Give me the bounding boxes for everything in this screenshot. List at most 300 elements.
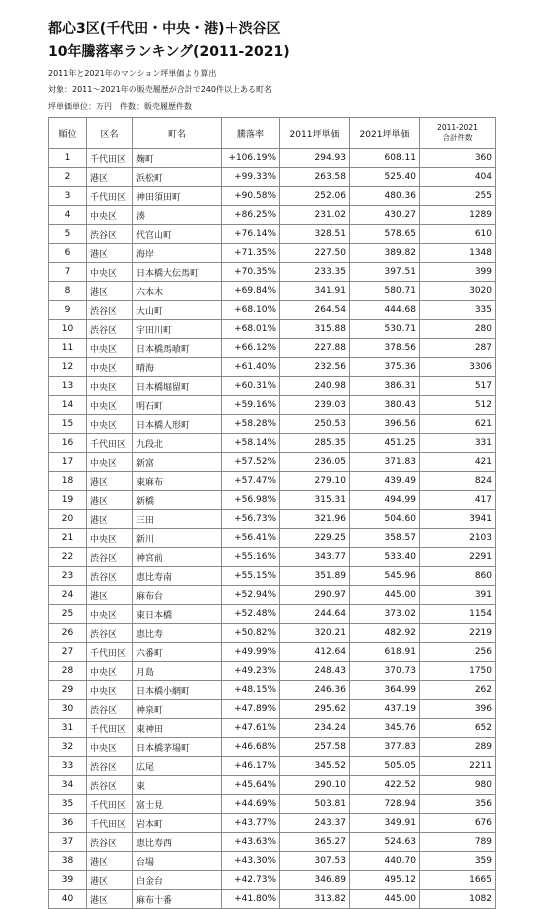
- rank-cell: 27: [49, 643, 87, 662]
- rank-cell: 7: [49, 263, 87, 282]
- rate-cell: +50.82%: [222, 624, 280, 643]
- price-2021-cell: 580.71: [350, 282, 420, 301]
- price-2021-cell: 533.40: [350, 548, 420, 567]
- rank-cell: 23: [49, 567, 87, 586]
- page-subtitle: 10年騰落率ランキング(2011-2021): [48, 44, 290, 60]
- ranking-table: [48, 117, 496, 909]
- ward-cell: 港区: [87, 472, 133, 491]
- town-cell: 麹町: [133, 149, 222, 168]
- count-cell: 2291: [420, 548, 496, 567]
- town-cell: 日本橋大伝馬町: [133, 263, 222, 282]
- price-2011-cell: 243.37: [280, 814, 350, 833]
- table-row: [49, 320, 496, 339]
- rank-cell: 19: [49, 491, 87, 510]
- count-cell: 287: [420, 339, 496, 358]
- rank-cell: 9: [49, 301, 87, 320]
- town-cell: 日本橋堀留町: [133, 377, 222, 396]
- table-row: [49, 263, 496, 282]
- price-2021-cell: 422.52: [350, 776, 420, 795]
- price-2011-cell: 290.97: [280, 586, 350, 605]
- header-count: [420, 118, 496, 149]
- price-2011-cell: 244.64: [280, 605, 350, 624]
- price-2011-cell: 290.10: [280, 776, 350, 795]
- town-cell: 神泉町: [133, 700, 222, 719]
- town-cell: 恵比寿南: [133, 567, 222, 586]
- table-row: [49, 890, 496, 909]
- count-cell: 391: [420, 586, 496, 605]
- town-cell: 恵比寿: [133, 624, 222, 643]
- rank-cell: 3: [49, 187, 87, 206]
- price-2021-cell: 364.99: [350, 681, 420, 700]
- town-cell: 六本木: [133, 282, 222, 301]
- table-row: [49, 795, 496, 814]
- table-row: [49, 643, 496, 662]
- price-2021-cell: 380.43: [350, 396, 420, 415]
- price-2011-cell: 229.25: [280, 529, 350, 548]
- rank-cell: 15: [49, 415, 87, 434]
- rank-cell: 2: [49, 168, 87, 187]
- count-cell: 676: [420, 814, 496, 833]
- price-2021-cell: 530.71: [350, 320, 420, 339]
- count-cell: 1750: [420, 662, 496, 681]
- header-price-2011: 2011坪単価: [280, 118, 350, 149]
- ward-cell: 港区: [87, 244, 133, 263]
- rank-cell: 6: [49, 244, 87, 263]
- table-row: [49, 529, 496, 548]
- ward-cell: 渋谷区: [87, 567, 133, 586]
- town-cell: 東日本橋: [133, 605, 222, 624]
- rank-cell: 14: [49, 396, 87, 415]
- rate-cell: +60.31%: [222, 377, 280, 396]
- table-row: [49, 776, 496, 795]
- rank-cell: 5: [49, 225, 87, 244]
- count-cell: 1348: [420, 244, 496, 263]
- price-2021-cell: 482.92: [350, 624, 420, 643]
- rank-cell: 33: [49, 757, 87, 776]
- table-row: [49, 700, 496, 719]
- price-2011-cell: 279.10: [280, 472, 350, 491]
- rate-cell: +59.16%: [222, 396, 280, 415]
- town-cell: 明石町: [133, 396, 222, 415]
- table-row: [49, 871, 496, 890]
- table-row: [49, 472, 496, 491]
- count-cell: 3020: [420, 282, 496, 301]
- town-cell: 東神田: [133, 719, 222, 738]
- table-row: [49, 662, 496, 681]
- rate-cell: +86.25%: [222, 206, 280, 225]
- town-cell: 日本橋茅場町: [133, 738, 222, 757]
- count-cell: 1289: [420, 206, 496, 225]
- price-2021-cell: 505.05: [350, 757, 420, 776]
- rate-cell: +47.89%: [222, 700, 280, 719]
- price-2011-cell: 285.35: [280, 434, 350, 453]
- ward-cell: 千代田区: [87, 814, 133, 833]
- count-cell: 824: [420, 472, 496, 491]
- price-2011-cell: 252.06: [280, 187, 350, 206]
- table-row: [49, 301, 496, 320]
- price-2021-cell: 444.68: [350, 301, 420, 320]
- price-2021-cell: 494.99: [350, 491, 420, 510]
- table-row: [49, 149, 496, 168]
- ward-cell: 渋谷区: [87, 833, 133, 852]
- header-rate: 騰落率: [222, 118, 280, 149]
- price-2011-cell: 239.03: [280, 396, 350, 415]
- table-row: [49, 681, 496, 700]
- price-2011-cell: 294.93: [280, 149, 350, 168]
- price-2011-cell: 365.27: [280, 833, 350, 852]
- header-town: 町名: [133, 118, 222, 149]
- ward-cell: 千代田区: [87, 643, 133, 662]
- town-cell: 日本橋馬喰町: [133, 339, 222, 358]
- town-cell: 新川: [133, 529, 222, 548]
- count-cell: 517: [420, 377, 496, 396]
- price-2021-cell: 389.82: [350, 244, 420, 263]
- town-cell: 三田: [133, 510, 222, 529]
- rate-cell: +56.73%: [222, 510, 280, 529]
- price-2021-cell: 439.49: [350, 472, 420, 491]
- price-2011-cell: 315.88: [280, 320, 350, 339]
- price-2021-cell: 480.36: [350, 187, 420, 206]
- ward-cell: 中央区: [87, 206, 133, 225]
- town-cell: 大山町: [133, 301, 222, 320]
- count-cell: 1082: [420, 890, 496, 909]
- rate-cell: +55.16%: [222, 548, 280, 567]
- calculation-note: 2011年と2021年のマンション坪単価より算出: [48, 69, 217, 78]
- rank-cell: 18: [49, 472, 87, 491]
- count-cell: 359: [420, 852, 496, 871]
- table-row: [49, 339, 496, 358]
- count-cell: 289: [420, 738, 496, 757]
- price-2011-cell: 234.24: [280, 719, 350, 738]
- price-2021-cell: 378.56: [350, 339, 420, 358]
- table-row: [49, 377, 496, 396]
- rank-cell: 39: [49, 871, 87, 890]
- rate-cell: +68.01%: [222, 320, 280, 339]
- ward-cell: 千代田区: [87, 719, 133, 738]
- table-row: [49, 225, 496, 244]
- town-cell: 台場: [133, 852, 222, 871]
- ward-cell: 港区: [87, 871, 133, 890]
- town-cell: 六番町: [133, 643, 222, 662]
- ward-cell: 渋谷区: [87, 301, 133, 320]
- table-row: [49, 567, 496, 586]
- town-cell: 白金台: [133, 871, 222, 890]
- town-cell: 九段北: [133, 434, 222, 453]
- rank-cell: 30: [49, 700, 87, 719]
- price-2011-cell: 227.88: [280, 339, 350, 358]
- rank-cell: 16: [49, 434, 87, 453]
- price-2011-cell: 345.52: [280, 757, 350, 776]
- price-2021-cell: 377.83: [350, 738, 420, 757]
- table-row: [49, 852, 496, 871]
- price-2011-cell: 315.31: [280, 491, 350, 510]
- price-2011-cell: 313.82: [280, 890, 350, 909]
- count-cell: 331: [420, 434, 496, 453]
- rank-cell: 34: [49, 776, 87, 795]
- ward-cell: 渋谷区: [87, 757, 133, 776]
- price-2021-cell: 524.63: [350, 833, 420, 852]
- town-cell: 恵比寿西: [133, 833, 222, 852]
- price-2011-cell: 240.98: [280, 377, 350, 396]
- count-cell: 360: [420, 149, 496, 168]
- price-2021-cell: 525.40: [350, 168, 420, 187]
- ward-cell: 港区: [87, 491, 133, 510]
- ward-cell: 千代田区: [87, 795, 133, 814]
- rank-cell: 32: [49, 738, 87, 757]
- table-row: [49, 738, 496, 757]
- rate-cell: +46.17%: [222, 757, 280, 776]
- ward-cell: 渋谷区: [87, 548, 133, 567]
- header-count-period: 2011-2021: [437, 123, 478, 132]
- town-cell: 湊: [133, 206, 222, 225]
- rate-cell: +66.12%: [222, 339, 280, 358]
- price-2011-cell: 236.05: [280, 453, 350, 472]
- town-cell: 新橋: [133, 491, 222, 510]
- town-cell: 神田須田町: [133, 187, 222, 206]
- price-2011-cell: 232.56: [280, 358, 350, 377]
- price-2011-cell: 412.64: [280, 643, 350, 662]
- table-row: [49, 605, 496, 624]
- count-cell: 1154: [420, 605, 496, 624]
- price-2021-cell: 440.70: [350, 852, 420, 871]
- town-cell: 代官山町: [133, 225, 222, 244]
- table-row: [49, 434, 496, 453]
- price-2021-cell: 375.36: [350, 358, 420, 377]
- price-2011-cell: 263.58: [280, 168, 350, 187]
- rate-cell: +56.41%: [222, 529, 280, 548]
- town-cell: 東: [133, 776, 222, 795]
- rate-cell: +49.99%: [222, 643, 280, 662]
- ward-cell: 中央区: [87, 339, 133, 358]
- ward-cell: 渋谷区: [87, 320, 133, 339]
- count-cell: 3941: [420, 510, 496, 529]
- ward-cell: 中央区: [87, 377, 133, 396]
- count-cell: 421: [420, 453, 496, 472]
- ward-cell: 中央区: [87, 662, 133, 681]
- count-cell: 3306: [420, 358, 496, 377]
- price-2011-cell: 250.53: [280, 415, 350, 434]
- table-row: [49, 358, 496, 377]
- count-cell: 860: [420, 567, 496, 586]
- table-header-row: [49, 118, 496, 149]
- count-cell: 2219: [420, 624, 496, 643]
- count-cell: 404: [420, 168, 496, 187]
- table-row: [49, 453, 496, 472]
- rate-cell: +52.48%: [222, 605, 280, 624]
- header-price-2021: 2021坪単価: [350, 118, 420, 149]
- price-2011-cell: 503.81: [280, 795, 350, 814]
- count-cell: 2211: [420, 757, 496, 776]
- ward-cell: 千代田区: [87, 187, 133, 206]
- rate-cell: +90.58%: [222, 187, 280, 206]
- rate-cell: +49.23%: [222, 662, 280, 681]
- rank-cell: 21: [49, 529, 87, 548]
- rate-cell: +76.14%: [222, 225, 280, 244]
- price-2011-cell: 264.54: [280, 301, 350, 320]
- ward-cell: 中央区: [87, 681, 133, 700]
- rate-cell: +61.40%: [222, 358, 280, 377]
- count-cell: 610: [420, 225, 496, 244]
- count-cell: 255: [420, 187, 496, 206]
- town-cell: 富士見: [133, 795, 222, 814]
- table-row: [49, 396, 496, 415]
- rank-cell: 38: [49, 852, 87, 871]
- table-row: [49, 282, 496, 301]
- count-cell: 396: [420, 700, 496, 719]
- price-2021-cell: 345.76: [350, 719, 420, 738]
- rate-cell: +106.19%: [222, 149, 280, 168]
- rank-cell: 10: [49, 320, 87, 339]
- rate-cell: +58.14%: [222, 434, 280, 453]
- table-body: [49, 149, 496, 909]
- price-2011-cell: 227.50: [280, 244, 350, 263]
- price-2011-cell: 321.96: [280, 510, 350, 529]
- rank-cell: 20: [49, 510, 87, 529]
- town-cell: 日本橋人形町: [133, 415, 222, 434]
- rank-cell: 1: [49, 149, 87, 168]
- town-cell: 広尾: [133, 757, 222, 776]
- town-cell: 海岸: [133, 244, 222, 263]
- town-cell: 神宮前: [133, 548, 222, 567]
- price-2021-cell: 396.56: [350, 415, 420, 434]
- rate-cell: +52.94%: [222, 586, 280, 605]
- count-cell: 335: [420, 301, 496, 320]
- ward-cell: 港区: [87, 282, 133, 301]
- rate-cell: +57.47%: [222, 472, 280, 491]
- count-cell: 2103: [420, 529, 496, 548]
- count-cell: 262: [420, 681, 496, 700]
- table-row: [49, 833, 496, 852]
- count-cell: 621: [420, 415, 496, 434]
- price-2011-cell: 351.89: [280, 567, 350, 586]
- count-cell: 280: [420, 320, 496, 339]
- price-2011-cell: 346.89: [280, 871, 350, 890]
- rate-cell: +42.73%: [222, 871, 280, 890]
- price-2021-cell: 386.31: [350, 377, 420, 396]
- rank-cell: 11: [49, 339, 87, 358]
- rank-cell: 28: [49, 662, 87, 681]
- rank-cell: 36: [49, 814, 87, 833]
- rate-cell: +69.84%: [222, 282, 280, 301]
- scope-note: 対象：2011～2021年の販売履歴が合計で240件以上ある町名: [48, 85, 272, 94]
- rate-cell: +55.15%: [222, 567, 280, 586]
- price-2021-cell: 545.96: [350, 567, 420, 586]
- count-cell: 1665: [420, 871, 496, 890]
- rate-cell: +57.52%: [222, 453, 280, 472]
- price-2011-cell: 341.91: [280, 282, 350, 301]
- ward-cell: 港区: [87, 510, 133, 529]
- price-2021-cell: 430.27: [350, 206, 420, 225]
- price-2021-cell: 608.11: [350, 149, 420, 168]
- ward-cell: 渋谷区: [87, 225, 133, 244]
- price-2011-cell: 307.53: [280, 852, 350, 871]
- ward-cell: 千代田区: [87, 434, 133, 453]
- count-cell: 399: [420, 263, 496, 282]
- ward-cell: 港区: [87, 890, 133, 909]
- price-2021-cell: 358.57: [350, 529, 420, 548]
- count-cell: 256: [420, 643, 496, 662]
- ward-cell: 中央区: [87, 396, 133, 415]
- unit-note: 坪単価単位：万円 件数：販売履歴件数: [48, 102, 192, 111]
- ward-cell: 中央区: [87, 453, 133, 472]
- ward-cell: 渋谷区: [87, 624, 133, 643]
- price-2011-cell: 320.21: [280, 624, 350, 643]
- table-row: [49, 548, 496, 567]
- table-row: [49, 491, 496, 510]
- rank-cell: 17: [49, 453, 87, 472]
- count-cell: 356: [420, 795, 496, 814]
- price-2011-cell: 295.62: [280, 700, 350, 719]
- count-cell: 980: [420, 776, 496, 795]
- table-row: [49, 168, 496, 187]
- ward-cell: 中央区: [87, 263, 133, 282]
- rank-cell: 29: [49, 681, 87, 700]
- table-row: [49, 510, 496, 529]
- town-cell: 晴海: [133, 358, 222, 377]
- table-row: [49, 586, 496, 605]
- town-cell: 東麻布: [133, 472, 222, 491]
- price-2021-cell: 445.00: [350, 890, 420, 909]
- rate-cell: +43.63%: [222, 833, 280, 852]
- table-row: [49, 244, 496, 263]
- price-2021-cell: 349.91: [350, 814, 420, 833]
- rate-cell: +43.77%: [222, 814, 280, 833]
- rate-cell: +58.28%: [222, 415, 280, 434]
- town-cell: 岩本町: [133, 814, 222, 833]
- town-cell: 麻布十番: [133, 890, 222, 909]
- price-2021-cell: 495.12: [350, 871, 420, 890]
- rank-cell: 24: [49, 586, 87, 605]
- price-2021-cell: 618.91: [350, 643, 420, 662]
- rank-cell: 25: [49, 605, 87, 624]
- ward-cell: 中央区: [87, 738, 133, 757]
- table-row: [49, 719, 496, 738]
- price-2021-cell: 437.19: [350, 700, 420, 719]
- table-row: [49, 206, 496, 225]
- table-row: [49, 415, 496, 434]
- rank-cell: 8: [49, 282, 87, 301]
- rate-cell: +46.68%: [222, 738, 280, 757]
- rank-cell: 40: [49, 890, 87, 909]
- price-2021-cell: 451.25: [350, 434, 420, 453]
- price-2011-cell: 233.35: [280, 263, 350, 282]
- town-cell: 新富: [133, 453, 222, 472]
- town-cell: 日本橋小網町: [133, 681, 222, 700]
- price-2021-cell: 728.94: [350, 795, 420, 814]
- rate-cell: +71.35%: [222, 244, 280, 263]
- count-cell: 417: [420, 491, 496, 510]
- count-cell: 789: [420, 833, 496, 852]
- ward-cell: 中央区: [87, 529, 133, 548]
- header-count-label: 合計件数: [442, 133, 473, 142]
- rate-cell: +99.33%: [222, 168, 280, 187]
- ward-cell: 渋谷区: [87, 776, 133, 795]
- rank-cell: 4: [49, 206, 87, 225]
- table-row: [49, 814, 496, 833]
- price-2021-cell: 373.02: [350, 605, 420, 624]
- town-cell: 宇田川町: [133, 320, 222, 339]
- rank-cell: 22: [49, 548, 87, 567]
- rate-cell: +68.10%: [222, 301, 280, 320]
- price-2021-cell: 504.60: [350, 510, 420, 529]
- price-2021-cell: 578.65: [350, 225, 420, 244]
- rate-cell: +48.15%: [222, 681, 280, 700]
- table-row: [49, 187, 496, 206]
- price-2021-cell: 397.51: [350, 263, 420, 282]
- ward-cell: 港区: [87, 168, 133, 187]
- price-2011-cell: 231.02: [280, 206, 350, 225]
- rank-cell: 35: [49, 795, 87, 814]
